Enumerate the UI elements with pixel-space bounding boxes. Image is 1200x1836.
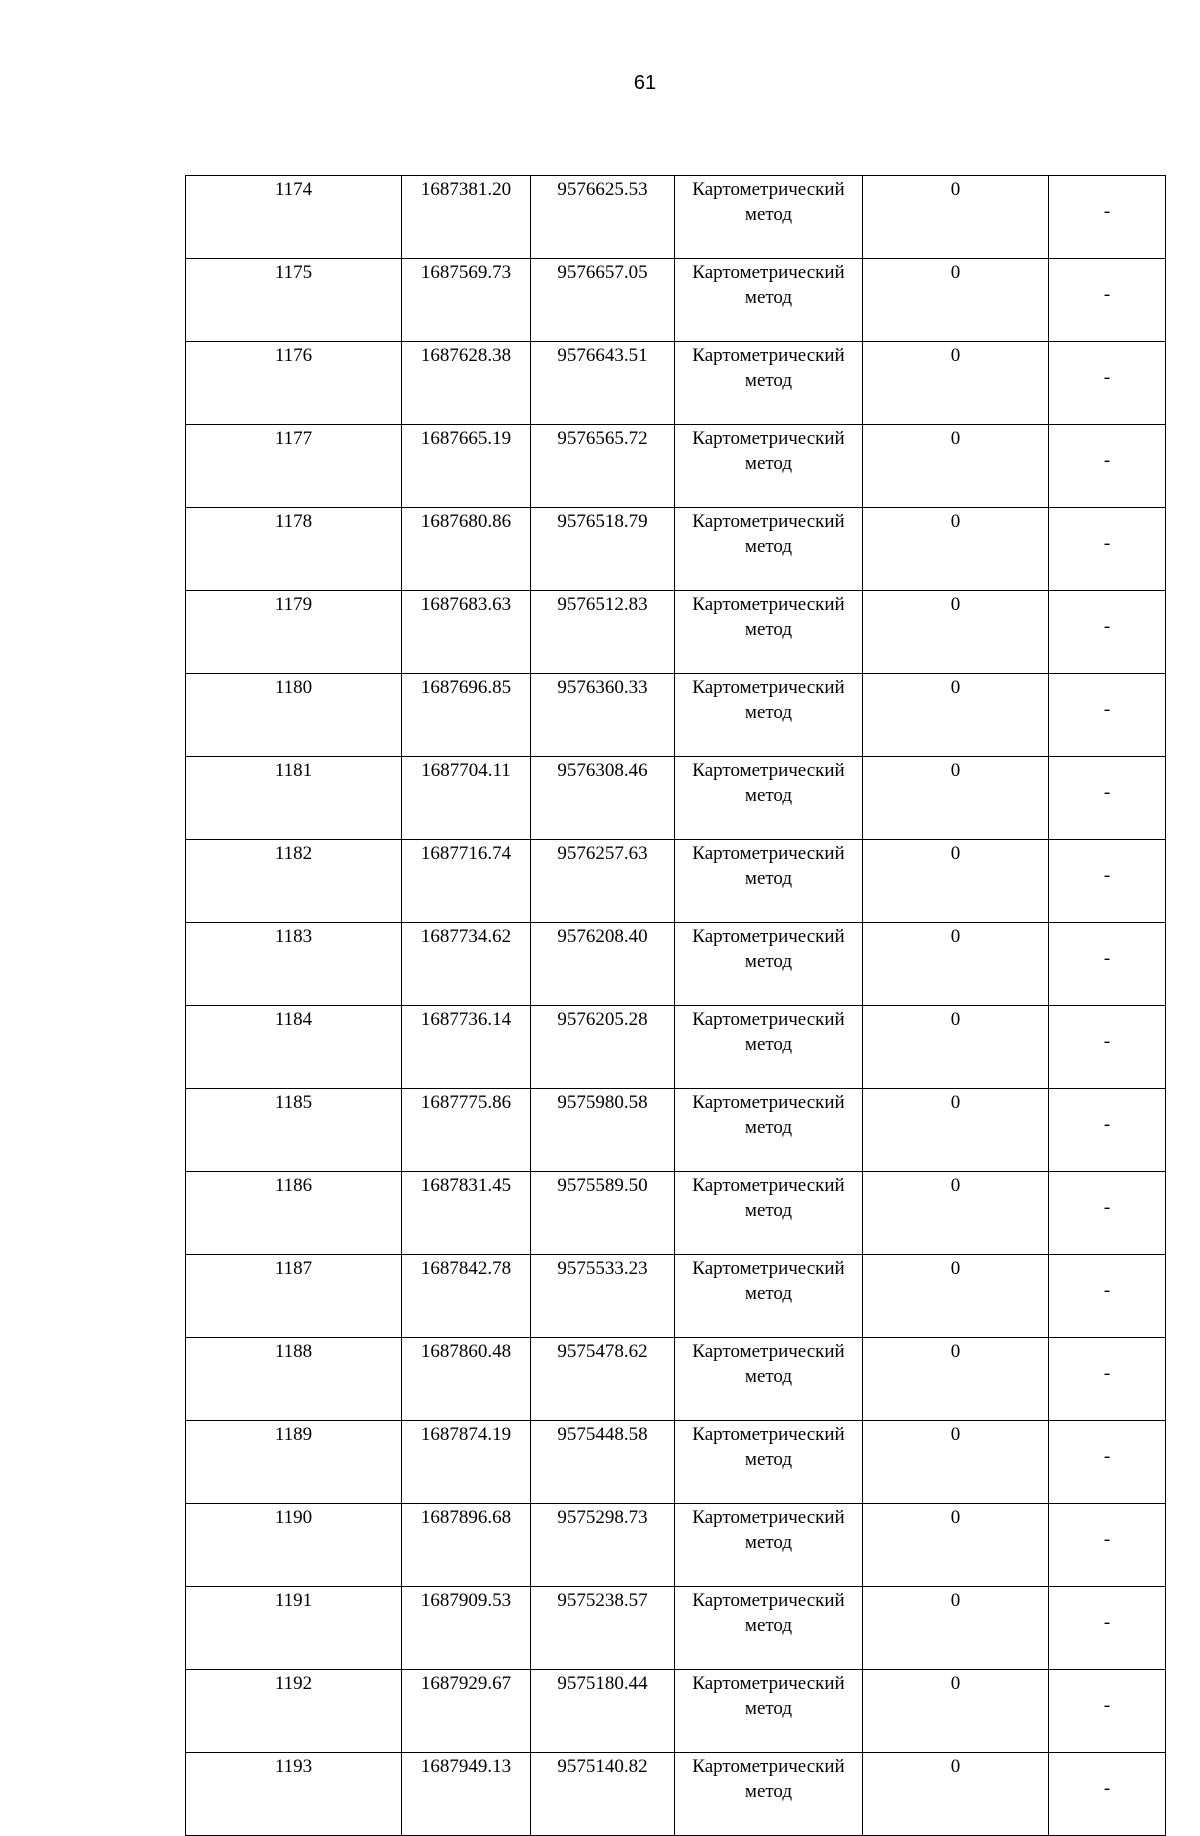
- point-number-cell-text: 1176: [274, 345, 313, 366]
- method-cell: [675, 923, 863, 1006]
- table-row: [186, 1587, 1166, 1670]
- table-row: [186, 425, 1166, 508]
- point-number-cell-text: 1175: [274, 262, 313, 283]
- note-cell: [1049, 425, 1166, 508]
- note-cell-text: -: [1103, 1196, 1111, 1218]
- note-cell-text: -: [1103, 1528, 1111, 1550]
- x-coordinate-cell-text: 1687860.48: [420, 1341, 512, 1362]
- error-cell-text: 0: [950, 511, 961, 532]
- coordinates-table: [185, 175, 1166, 1836]
- method-cell: [675, 259, 863, 342]
- method-cell: [675, 674, 863, 757]
- point-number-cell: [186, 1338, 402, 1421]
- x-coordinate-cell: [402, 508, 531, 591]
- point-number-cell-text: 1188: [274, 1341, 313, 1362]
- note-cell-text: -: [1103, 366, 1111, 388]
- note-cell-text: -: [1103, 1445, 1111, 1467]
- method-cell: [675, 508, 863, 591]
- x-coordinate-cell: [402, 342, 531, 425]
- note-cell: [1049, 1172, 1166, 1255]
- table-row: [186, 840, 1166, 923]
- y-coordinate-cell: [531, 923, 675, 1006]
- point-number-cell: [186, 1587, 402, 1670]
- error-cell: [863, 757, 1049, 840]
- point-number-cell-text: 1192: [274, 1673, 313, 1694]
- y-coordinate-cell: [531, 591, 675, 674]
- x-coordinate-cell: [402, 840, 531, 923]
- x-coordinate-cell-text: 1687704.11: [421, 760, 511, 781]
- error-cell: [863, 1504, 1049, 1587]
- note-cell: [1049, 923, 1166, 1006]
- method-cell-text: Картометрический метод: [692, 1092, 845, 1138]
- x-coordinate-cell: [402, 259, 531, 342]
- point-number-cell-text: 1180: [274, 677, 313, 698]
- y-coordinate-cell: [531, 1255, 675, 1338]
- y-coordinate-cell-text: 9575589.50: [557, 1175, 648, 1196]
- method-cell-text: Картометрический метод: [692, 926, 845, 972]
- note-cell-text: -: [1103, 1113, 1111, 1135]
- error-cell: [863, 674, 1049, 757]
- note-cell: [1049, 1670, 1166, 1753]
- note-cell-text: -: [1103, 449, 1111, 471]
- x-coordinate-cell-text: 1687734.62: [420, 926, 512, 947]
- x-coordinate-cell: [402, 674, 531, 757]
- method-cell-text: Картометрический метод: [692, 1673, 845, 1719]
- y-coordinate-cell: [531, 1172, 675, 1255]
- point-number-cell: [186, 425, 402, 508]
- x-coordinate-cell: [402, 1089, 531, 1172]
- error-cell: [863, 176, 1049, 259]
- note-cell: [1049, 1255, 1166, 1338]
- point-number-cell-text: 1190: [274, 1507, 313, 1528]
- y-coordinate-cell: [531, 1006, 675, 1089]
- note-cell: [1049, 342, 1166, 425]
- y-coordinate-cell-text: 9576643.51: [557, 345, 648, 366]
- y-coordinate-cell: [531, 1753, 675, 1836]
- note-cell-text: -: [1103, 947, 1111, 969]
- y-coordinate-cell-text: 9576360.33: [557, 677, 648, 698]
- table-row: [186, 1089, 1166, 1172]
- point-number-cell-text: 1179: [274, 594, 313, 615]
- x-coordinate-cell-text: 1687909.53: [420, 1590, 512, 1611]
- note-cell-text: -: [1103, 698, 1111, 720]
- point-number-cell-text: 1177: [274, 428, 313, 449]
- y-coordinate-cell: [531, 1587, 675, 1670]
- error-cell-text: 0: [950, 843, 961, 864]
- x-coordinate-cell-text: 1687775.86: [420, 1092, 512, 1113]
- x-coordinate-cell: [402, 1421, 531, 1504]
- method-cell-text: Картометрический метод: [692, 677, 845, 723]
- point-number-cell-text: 1193: [274, 1756, 313, 1777]
- table-row: [186, 1753, 1166, 1836]
- note-cell: [1049, 1338, 1166, 1421]
- table-row: [186, 674, 1166, 757]
- note-cell-text: -: [1103, 532, 1111, 554]
- y-coordinate-cell-text: 9576308.46: [557, 760, 648, 781]
- method-cell-text: Картометрический метод: [692, 1590, 845, 1636]
- table-row: [186, 1670, 1166, 1753]
- y-coordinate-cell-text: 9576205.28: [557, 1009, 648, 1030]
- method-cell-text: Картометрический метод: [692, 1258, 845, 1304]
- x-coordinate-cell-text: 1687736.14: [420, 1009, 512, 1030]
- y-coordinate-cell-text: 9576257.63: [557, 843, 648, 864]
- x-coordinate-cell: [402, 176, 531, 259]
- table-row: [186, 1006, 1166, 1089]
- error-cell-text: 0: [950, 1175, 961, 1196]
- note-cell-text: -: [1103, 615, 1111, 637]
- table-row: [186, 1504, 1166, 1587]
- method-cell-text: Картометрический метод: [692, 345, 845, 391]
- y-coordinate-cell: [531, 176, 675, 259]
- point-number-cell-text: 1187: [274, 1258, 313, 1279]
- point-number-cell: [186, 342, 402, 425]
- method-cell-text: Картометрический метод: [692, 1009, 845, 1055]
- note-cell: [1049, 508, 1166, 591]
- error-cell-text: 0: [950, 1590, 961, 1611]
- method-cell-text: Картометрический метод: [692, 262, 845, 308]
- error-cell-text: 0: [950, 345, 961, 366]
- x-coordinate-cell: [402, 1006, 531, 1089]
- x-coordinate-cell: [402, 1670, 531, 1753]
- note-cell: [1049, 1753, 1166, 1836]
- error-cell-text: 0: [950, 428, 961, 449]
- x-coordinate-cell-text: 1687716.74: [420, 843, 512, 864]
- y-coordinate-cell-text: 9576625.53: [557, 179, 648, 200]
- method-cell-text: Картометрический метод: [692, 1507, 845, 1553]
- point-number-cell: [186, 674, 402, 757]
- error-cell: [863, 840, 1049, 923]
- method-cell: [675, 1670, 863, 1753]
- y-coordinate-cell-text: 9576657.05: [557, 262, 648, 283]
- method-cell: [675, 1172, 863, 1255]
- method-cell: [675, 1587, 863, 1670]
- error-cell: [863, 1172, 1049, 1255]
- note-cell-text: -: [1103, 1030, 1111, 1052]
- method-cell-text: Картометрический метод: [692, 1424, 845, 1470]
- x-coordinate-cell: [402, 757, 531, 840]
- x-coordinate-cell: [402, 591, 531, 674]
- method-cell-text: Картометрический метод: [692, 760, 845, 806]
- error-cell-text: 0: [950, 1507, 961, 1528]
- y-coordinate-cell: [531, 1670, 675, 1753]
- error-cell-text: 0: [950, 262, 961, 283]
- error-cell-text: 0: [950, 1341, 961, 1362]
- method-cell-text: Картометрический метод: [692, 179, 845, 225]
- error-cell: [863, 1006, 1049, 1089]
- x-coordinate-cell-text: 1687874.19: [420, 1424, 512, 1445]
- y-coordinate-cell-text: 9575180.44: [557, 1673, 648, 1694]
- y-coordinate-cell: [531, 1504, 675, 1587]
- error-cell: [863, 1255, 1049, 1338]
- point-number-cell: [186, 176, 402, 259]
- y-coordinate-cell: [531, 1338, 675, 1421]
- x-coordinate-cell-text: 1687696.85: [420, 677, 512, 698]
- point-number-cell: [186, 1670, 402, 1753]
- y-coordinate-cell-text: 9575298.73: [557, 1507, 648, 1528]
- point-number-cell: [186, 1421, 402, 1504]
- method-cell: [675, 1338, 863, 1421]
- error-cell-text: 0: [950, 926, 961, 947]
- method-cell: [675, 1006, 863, 1089]
- note-cell-text: -: [1103, 1777, 1111, 1799]
- note-cell: [1049, 840, 1166, 923]
- note-cell: [1049, 259, 1166, 342]
- point-number-cell-text: 1178: [274, 511, 313, 532]
- error-cell: [863, 1338, 1049, 1421]
- note-cell-text: -: [1103, 283, 1111, 305]
- point-number-cell: [186, 1172, 402, 1255]
- x-coordinate-cell-text: 1687831.45: [420, 1175, 512, 1196]
- x-coordinate-cell-text: 1687683.63: [420, 594, 512, 615]
- method-cell: [675, 591, 863, 674]
- y-coordinate-cell-text: 9576208.40: [557, 926, 648, 947]
- x-coordinate-cell: [402, 1338, 531, 1421]
- method-cell-text: Картометрический метод: [692, 843, 845, 889]
- x-coordinate-cell-text: 1687680.86: [420, 511, 512, 532]
- note-cell: [1049, 1504, 1166, 1587]
- y-coordinate-cell: [531, 1421, 675, 1504]
- note-cell: [1049, 176, 1166, 259]
- method-cell-text: Картометрический метод: [692, 511, 845, 557]
- method-cell: [675, 1504, 863, 1587]
- x-coordinate-cell-text: 1687896.68: [420, 1507, 512, 1528]
- table-row: [186, 1255, 1166, 1338]
- error-cell-text: 0: [950, 1673, 961, 1694]
- table-body: [186, 176, 1166, 1836]
- error-cell-text: 0: [950, 1756, 961, 1777]
- error-cell-text: 0: [950, 1424, 961, 1445]
- point-number-cell: [186, 259, 402, 342]
- error-cell: [863, 342, 1049, 425]
- point-number-cell-text: 1181: [274, 760, 313, 781]
- error-cell-text: 0: [950, 760, 961, 781]
- note-cell-text: -: [1103, 1694, 1111, 1716]
- method-cell: [675, 176, 863, 259]
- method-cell: [675, 757, 863, 840]
- point-number-cell: [186, 1006, 402, 1089]
- y-coordinate-cell-text: 9575140.82: [557, 1756, 648, 1777]
- error-cell-text: 0: [950, 1258, 961, 1279]
- error-cell: [863, 1421, 1049, 1504]
- x-coordinate-cell-text: 1687842.78: [420, 1258, 512, 1279]
- x-coordinate-cell: [402, 1172, 531, 1255]
- error-cell: [863, 425, 1049, 508]
- error-cell: [863, 1089, 1049, 1172]
- note-cell-text: -: [1103, 1279, 1111, 1301]
- error-cell: [863, 923, 1049, 1006]
- y-coordinate-cell-text: 9575533.23: [557, 1258, 648, 1279]
- table-row: [186, 1172, 1166, 1255]
- point-number-cell: [186, 508, 402, 591]
- y-coordinate-cell: [531, 1089, 675, 1172]
- method-cell-text: Картометрический метод: [692, 1175, 845, 1221]
- error-cell: [863, 1670, 1049, 1753]
- x-coordinate-cell-text: 1687665.19: [420, 428, 512, 449]
- error-cell: [863, 1753, 1049, 1836]
- x-coordinate-cell: [402, 1753, 531, 1836]
- error-cell-text: 0: [950, 677, 961, 698]
- y-coordinate-cell: [531, 674, 675, 757]
- table-row: [186, 508, 1166, 591]
- y-coordinate-cell: [531, 342, 675, 425]
- point-number-cell-text: 1184: [274, 1009, 313, 1030]
- x-coordinate-cell: [402, 923, 531, 1006]
- y-coordinate-cell: [531, 425, 675, 508]
- point-number-cell-text: 1185: [274, 1092, 313, 1113]
- note-cell-text: -: [1103, 781, 1111, 803]
- point-number-cell: [186, 840, 402, 923]
- error-cell: [863, 259, 1049, 342]
- error-cell-text: 0: [950, 1009, 961, 1030]
- point-number-cell: [186, 1255, 402, 1338]
- table-row: [186, 757, 1166, 840]
- x-coordinate-cell: [402, 425, 531, 508]
- x-coordinate-cell-text: 1687628.38: [420, 345, 512, 366]
- method-cell: [675, 1089, 863, 1172]
- note-cell-text: -: [1103, 1611, 1111, 1633]
- method-cell-text: Картометрический метод: [692, 428, 845, 474]
- x-coordinate-cell-text: 1687929.67: [420, 1673, 512, 1694]
- y-coordinate-cell: [531, 757, 675, 840]
- y-coordinate-cell: [531, 259, 675, 342]
- note-cell: [1049, 1421, 1166, 1504]
- method-cell-text: Картометрический метод: [692, 1341, 845, 1387]
- table-row: [186, 342, 1166, 425]
- y-coordinate-cell-text: 9575478.62: [557, 1341, 648, 1362]
- method-cell: [675, 1255, 863, 1338]
- error-cell: [863, 591, 1049, 674]
- y-coordinate-cell-text: 9576512.83: [557, 594, 648, 615]
- x-coordinate-cell: [402, 1255, 531, 1338]
- note-cell: [1049, 1587, 1166, 1670]
- error-cell: [863, 508, 1049, 591]
- error-cell-text: 0: [950, 179, 961, 200]
- method-cell: [675, 1421, 863, 1504]
- y-coordinate-cell-text: 9576565.72: [557, 428, 648, 449]
- point-number-cell-text: 1186: [274, 1175, 313, 1196]
- method-cell: [675, 1753, 863, 1836]
- method-cell-text: Картометрический метод: [692, 594, 845, 640]
- error-cell: [863, 1587, 1049, 1670]
- point-number-cell-text: 1182: [274, 843, 313, 864]
- point-number-cell-text: 1189: [274, 1424, 313, 1445]
- note-cell-text: -: [1103, 864, 1111, 886]
- point-number-cell-text: 1174: [274, 179, 313, 200]
- y-coordinate-cell-text: 9575238.57: [557, 1590, 648, 1611]
- table-row: [186, 1421, 1166, 1504]
- y-coordinate-cell-text: 9575980.58: [557, 1092, 648, 1113]
- note-cell: [1049, 757, 1166, 840]
- point-number-cell: [186, 757, 402, 840]
- point-number-cell-text: 1183: [274, 926, 313, 947]
- error-cell-text: 0: [950, 594, 961, 615]
- note-cell: [1049, 674, 1166, 757]
- y-coordinate-cell-text: 9576518.79: [557, 511, 648, 532]
- x-coordinate-cell: [402, 1587, 531, 1670]
- note-cell-text: -: [1103, 1362, 1111, 1384]
- note-cell-text: -: [1103, 200, 1111, 222]
- note-cell: [1049, 1006, 1166, 1089]
- note-cell: [1049, 1089, 1166, 1172]
- method-cell: [675, 425, 863, 508]
- table-row: [186, 591, 1166, 674]
- y-coordinate-cell: [531, 508, 675, 591]
- point-number-cell: [186, 1753, 402, 1836]
- x-coordinate-cell-text: 1687381.20: [420, 179, 512, 200]
- point-number-cell: [186, 923, 402, 1006]
- point-number-cell: [186, 1504, 402, 1587]
- method-cell-text: Картометрический метод: [692, 1756, 845, 1802]
- error-cell-text: 0: [950, 1092, 961, 1113]
- y-coordinate-cell-text: 9575448.58: [557, 1424, 648, 1445]
- x-coordinate-cell-text: 1687949.13: [420, 1756, 512, 1777]
- page-number: 61: [633, 72, 657, 94]
- table-row: [186, 176, 1166, 259]
- method-cell: [675, 342, 863, 425]
- method-cell: [675, 840, 863, 923]
- point-number-cell: [186, 1089, 402, 1172]
- x-coordinate-cell-text: 1687569.73: [420, 262, 512, 283]
- point-number-cell: [186, 591, 402, 674]
- table-row: [186, 1338, 1166, 1421]
- y-coordinate-cell: [531, 840, 675, 923]
- x-coordinate-cell: [402, 1504, 531, 1587]
- point-number-cell-text: 1191: [274, 1590, 313, 1611]
- table-row: [186, 923, 1166, 1006]
- table-row: [186, 259, 1166, 342]
- note-cell: [1049, 591, 1166, 674]
